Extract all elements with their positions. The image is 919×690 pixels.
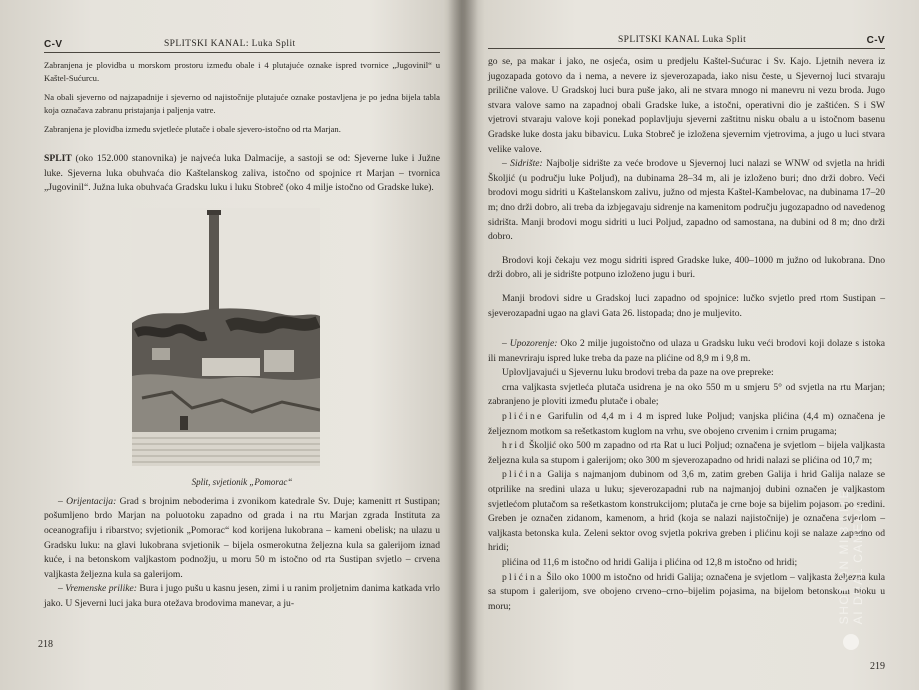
running-header (488, 26, 885, 49)
anchorage-paragraph: – Sidrište: Najbolje sidrište za veće brodove u Sjevernoj luci nalazi se WNW od svjetla na hridi Školjić (u području luke Poljud), na dubinama 28–34 m, ali je izloženo buri; dno drži dobro. Veći brodovi mogu sidriti u Kaštelanskom zalivu, južno od mjesta Kaštel-Kambelovac, na dubinama 17–20 m; dno drži dobro, ali treba da izbjegavaju sidrenje na kamenitom području jugozapadno od navedenog sidrišta. Manji brodovi mogu sidriti u luci Poljud, zapadno od samostana, na dubini od 8 m; dno drži dobro. (488, 158, 885, 243)
section-code: C-V (866, 35, 885, 46)
watermark-text: SHOT ON MI 8 LITE AI DUAL CAMERA (837, 488, 865, 624)
lighthouse-photo (132, 208, 320, 475)
watermark-dot-icon (843, 634, 859, 650)
warning-label: – Upozorenje: (502, 338, 558, 350)
anchorage-label: – Sidrište: (502, 158, 543, 170)
obstacle-buoy: crna valjkasta svjetleća plutača usidrena je na oko 550 m u smjeru 5° od svjetla na rtu Marjan; zabranjeno je ploviti između plutače i obale; (488, 381, 885, 408)
weather-paragraph: – Vremenske prilike: Bura i jugo pušu u kasnu jesen, zimi i u ranim proljetnim danima katkada vrlo jako. U Sjeverni luci jaka bura otežava brodovima manevar, a ju- (44, 583, 440, 609)
page-number-left: 218 (38, 639, 53, 650)
figure-caption: Split, svjetionik „Pomorac“ (191, 476, 293, 487)
obstacle-garifulin: plićine Garifulin od 4,4 m i 4 m ispred luke Poljud; vanjska plićina (4,4 m) označena je željeznom motkom sa rešetkastom kuglom na vrhu, sve obojeno crvenim i crnim prugama; (488, 411, 885, 437)
obstacles-intro: Uplovljavajući u Sjevernu luku brodovi treba da paze na ove prepreke: (502, 367, 774, 379)
header-title: SPLITSKI KANAL: Luka Split (164, 39, 296, 49)
obstacle-galija: plićina Galija s najmanjom dubinom od 3,6 m, zatim greben Galija i hrid Galija nalaze se otprilike na sredini ulaza u luku; sjeverozapadni rub na najmanjoj dubini označen je valjkastom svjetlećom plutačom sa rešetkastom konstrukcijom; plutača je crne boje sa bijelim pojasom po sredini. Greben je označen zidanom, kamenom, a hrid (koja se nalazi najistočnije) je označena svjetlom – valjkasta betonska kula. Zeleni sektor ovog svjetla pokriva greben i plićinu koji se nalaze zapadno od hridi; (488, 469, 885, 554)
pomorac-lighthouse-image (132, 208, 320, 470)
wind-paragraph: go se, pa makar i jako, ne osjeća, osim u predjelu Kaštel-Sućurac i Sv. Kajo. Ljetnih nevera iz jugozapada gotovo da i nema, a nevere iz sjeverozapada, iako nisu česte, u Sjevernoj luci stvaraju prilične valove. U Gradskoj luci bura puše jako, ali ne stvara mnogo ni manevru ni vezu broda. Jugo stvara valove samo na zapadnoj obali Gradske luke, a istočni, operativni dio je zaštićen. S i SW vjetrovi stvaraju valove koji ponekad poplavljuju sjeverni zaštitnu nisku obalu a u istočnom basenu Gradske luke dosta jaku bibavicu. Luka Stobreč je izložena sjevernim vjetrovima, a jugo u luci stvara velike valove. (488, 56, 885, 155)
small-ships-paragraph: Manji brodovi sidre u Gradskoj luci zapadno od spojnice: lučko svjetlo pred rtom Sustipan – sjeverozapadni ugao na glavi Gata 26. listopada; dno je muljevito. (488, 292, 885, 319)
intro-term: SPLIT (44, 153, 72, 164)
book-gutter (448, 0, 478, 690)
warning-paragraph: – Upozorenje: Oko 2 milje jugoistočno od ulaza u Gradsku luku veći brodovi koji dolaze s istoka ili manevriraju ispred luke treba da paze na plićine od 8,9 m i 9,8 m. (488, 338, 885, 364)
note-2: Na obali sjeverno od najzapadnije i sjeverno od najistočnije plutajuće oznake postavljena je po jedna bijela tabla koja označava zabranu pristajanja i paljenja vatre. (44, 92, 440, 115)
note-3: Zabranjena je plovidba između svjetleće plutače i obale sjevero-istočno od rta Marjan. (44, 124, 341, 134)
section-code: C-V (44, 39, 63, 50)
obstacle-skoljic: hrid Školjić oko 500 m zapadno od rta Rat u luci Poljud; označena je svjetlom – bijela valjkasta željezna kula sa stupom i galerijom; oko 300 m sjeverozapadno od hridi nalazi se plićina od 10,7 m; (488, 440, 885, 466)
running-header (44, 30, 440, 53)
obstacle-shoals: plićina od 11,6 m istočno od hridi Galija i plićina od 12,8 m istočno od hridi; (502, 557, 798, 568)
orientation-label: – Orijentacija: (58, 495, 117, 507)
weather-label: – Vremenske prilike: (58, 583, 137, 595)
note-1: Zabranjena je plovidba u morskom prostoru između obale i 4 plutajuće oznake ispred tvornice „Jugovinil“ u Kaštel-Sućurcu. (44, 60, 440, 83)
prohibition-notes (44, 59, 440, 136)
camera-watermark (835, 440, 905, 650)
waiting-ships-paragraph: Brodovi koji čekaju vez mogu sidriti ispred Gradske luke, 400–1000 m južno od lukobrana. Dno drži dobro, ali je sidrište potpuno izloženo jugu i buri. (488, 254, 885, 281)
page-number-right: 219 (870, 661, 885, 672)
header-title: SPLITSKI KANAL Luka Split (618, 35, 747, 45)
orientation-paragraph: – Orijentacija: Grad s brojnim neboderima i zvonikom katedrale Sv. Duje; kamenitt rt Sustipan; pošumljeno brdo Marjan na poluotoku zapadno od grada i na rtu Marjan zgrada Instituta za oceanografiju i ribarstvo; svjetionik „Pomorac“ kod korijena lukobrana – kameni obelisk; na ulazu u Gradsku luku: na glavi lukobrana svjetionik – bijela osmerokutna željezna kula sa galerijom iznad kuće, i na betonskom valjkastom podnožju, u moru 50 m istočno od rta Sustipan svjetlo – crvena valjkasta željezna kula sa galerijom. (44, 495, 440, 580)
obstacle-silo: plićina Šilo oko 1000 m istočno od hridi Galija; označena je svjetlom – valjkasta željezna kula sa stupom i galerijom, sve obojeno crveno–crno–bijelim pojasima, na bijelom betonskom bloku u moru; (488, 571, 885, 612)
intro-paragraph: SPLIT (oko 152.000 stanovnika) je najveća luka Dalmacije, a sastoji se od: Sjeverne luke i Južne luke. Sjeverna luka obuhvaća dio Kaštelanskog zaliva, istočno od spojnice rt Marjan – tvornica „Jugovinil“. Južna luka obuhvaća Gradsku luku i luku Stobreč (oko 4 milje istočno od Gradske luke). (44, 153, 440, 194)
